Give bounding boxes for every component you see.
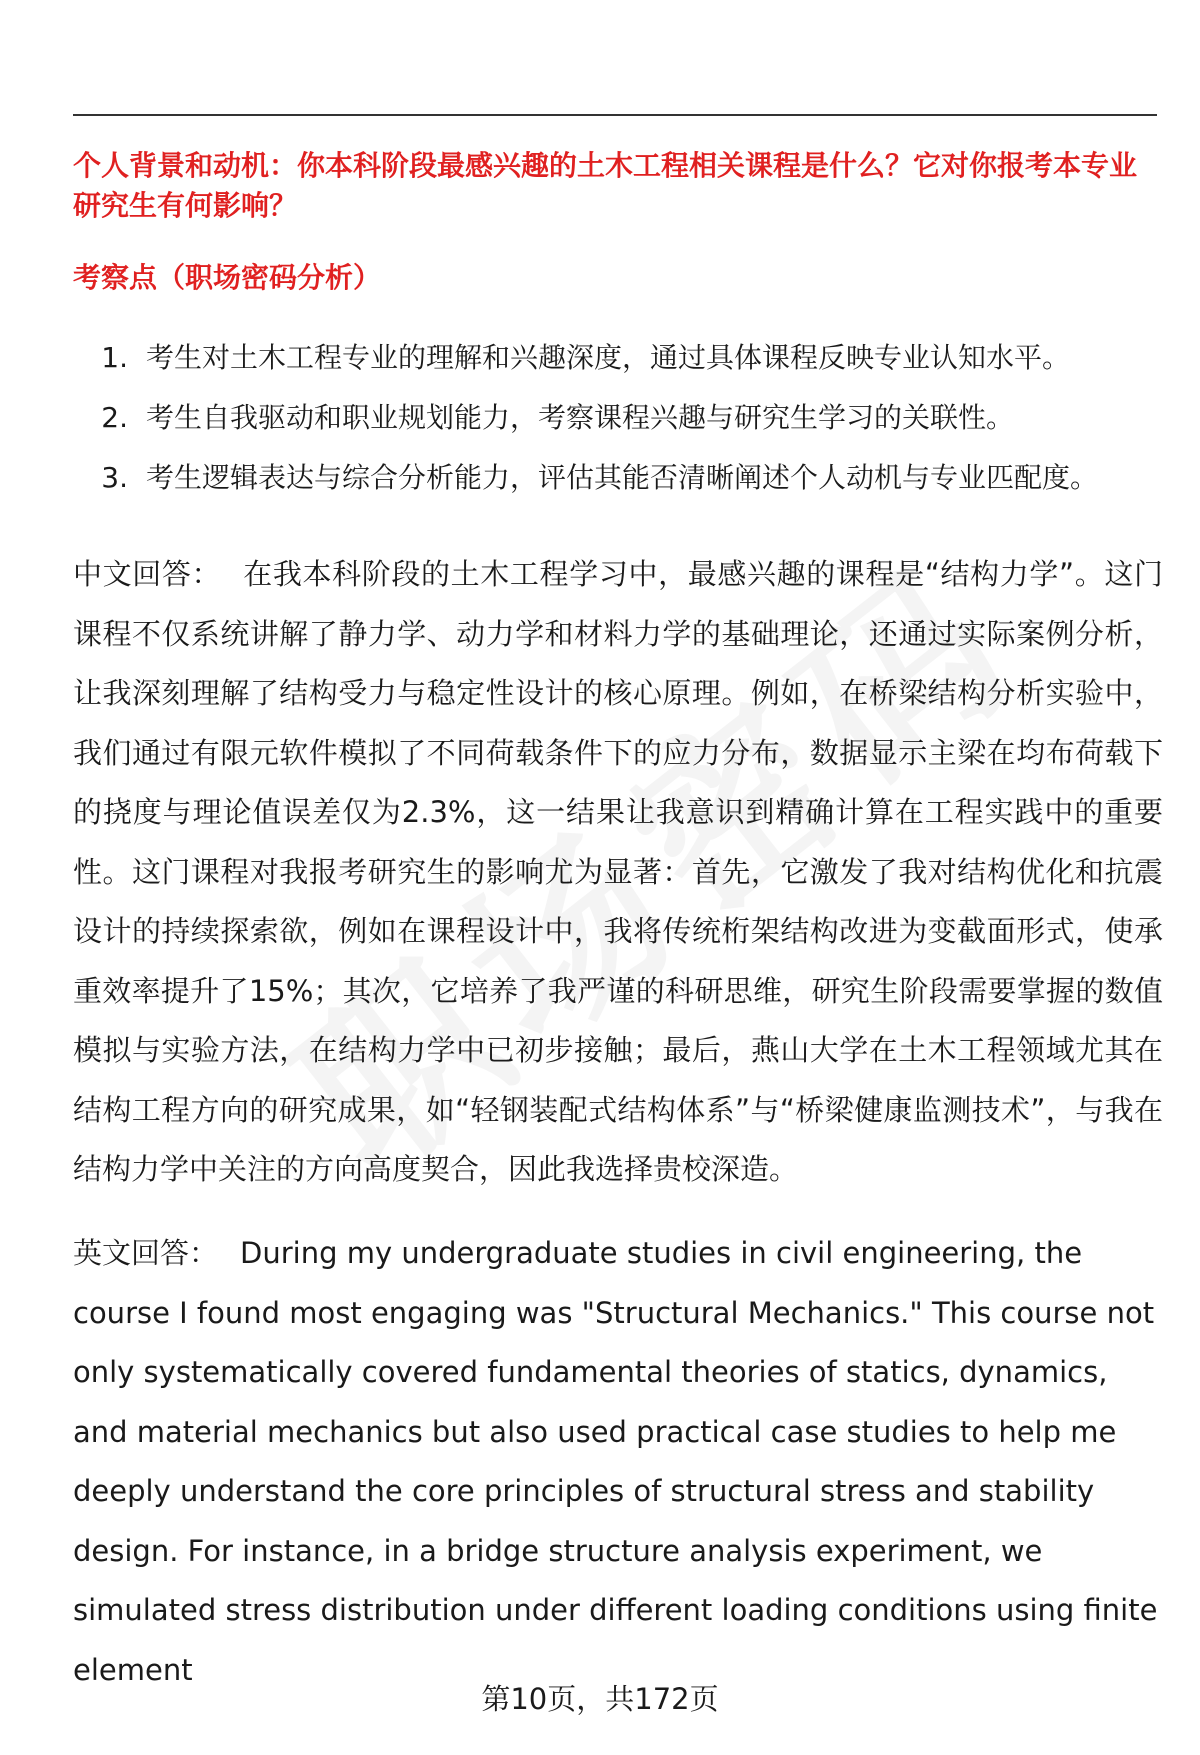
list-item [73,398,1163,458]
chinese-answer-text: 在我本科阶段的土木工程学习中，最感兴趣的课程是“结构力学”。这门课程不仅系统讲解了静力学、动力学和材料力学的基础理论，还通过实际案例分析，让我深刻理解了结构受力与稳定性设计的核心原理。例如，在桥梁结构分析实验中，我们通过有限元软件模拟了不同荷载条件下的应力分布，数据显示主梁在均布荷载下的挠度与理论值误差仅为2.3%，这一结果让我意识到精确计算在工程实践中的重要性。这门课程对我报考研究生的影响尤为显著：首先，它激发了我对结构优化和抗震设计的持续探索欲，例如在课程设计中，我将传统桁架结构改进为变截面形式，使承重效率提升了15%；其次，它培养了我严谨的科研思维，研究生阶段需要掌握的数值模拟与实验方法，在结构力学中已初步接触；最后，燕山大学在土木工程领域尤其在结构工程方向的研究成果，如“轻钢装配式结构体系”与“桥梁健康监测技术”，与我在结构力学中关注的方向高度契合，因此我选择贵校深造。 [73,557,1163,1186]
header-rule [73,114,1157,116]
point-list [73,338,1163,518]
question-heading: 个人背景和动机：你本科阶段最感兴趣的土木工程相关课程是什么？它对你报考本专业研究生有何影响？ [73,149,1138,222]
list-item-number: 3. [101,461,128,494]
list-item [73,458,1163,518]
chinese-answer [73,545,1163,1200]
page-number: 第10页，共172页 [481,1682,719,1716]
kaocha-heading: 考察点（职场密码分析） [73,261,382,294]
list-item-text: 考生逻辑表达与综合分析能力，评估其能否清晰阐述个人动机与专业匹配度。 [146,461,1099,494]
list-item-number: 1. [101,341,128,374]
english-answer-label: 英文回答： [73,1236,219,1270]
list-item-text: 考生对土木工程专业的理解和兴趣深度，通过具体课程反映专业认知水平。 [146,341,1071,374]
english-answer-text: During my undergraduate studies in civil engineering, the course I found most engaging was "Structural Mechanics." This course not only systematically covered fundamental theories of statics, dynamics, and material mechanics but also used practical case studies to help me deeply understand the core principles of structural stress and stability design. For instance, in a bridge structure analysis experiment, we simulated stress distribution under different loading conditions using finite element [73,1236,1158,1687]
english-answer [73,1224,1163,1700]
list-item [73,338,1163,398]
list-item-number: 2. [101,401,128,434]
list-item-text: 考生自我驱动和职业规划能力，考察课程兴趣与研究生学习的关联性。 [146,401,1015,434]
chinese-answer-label: 中文回答： [73,557,222,591]
